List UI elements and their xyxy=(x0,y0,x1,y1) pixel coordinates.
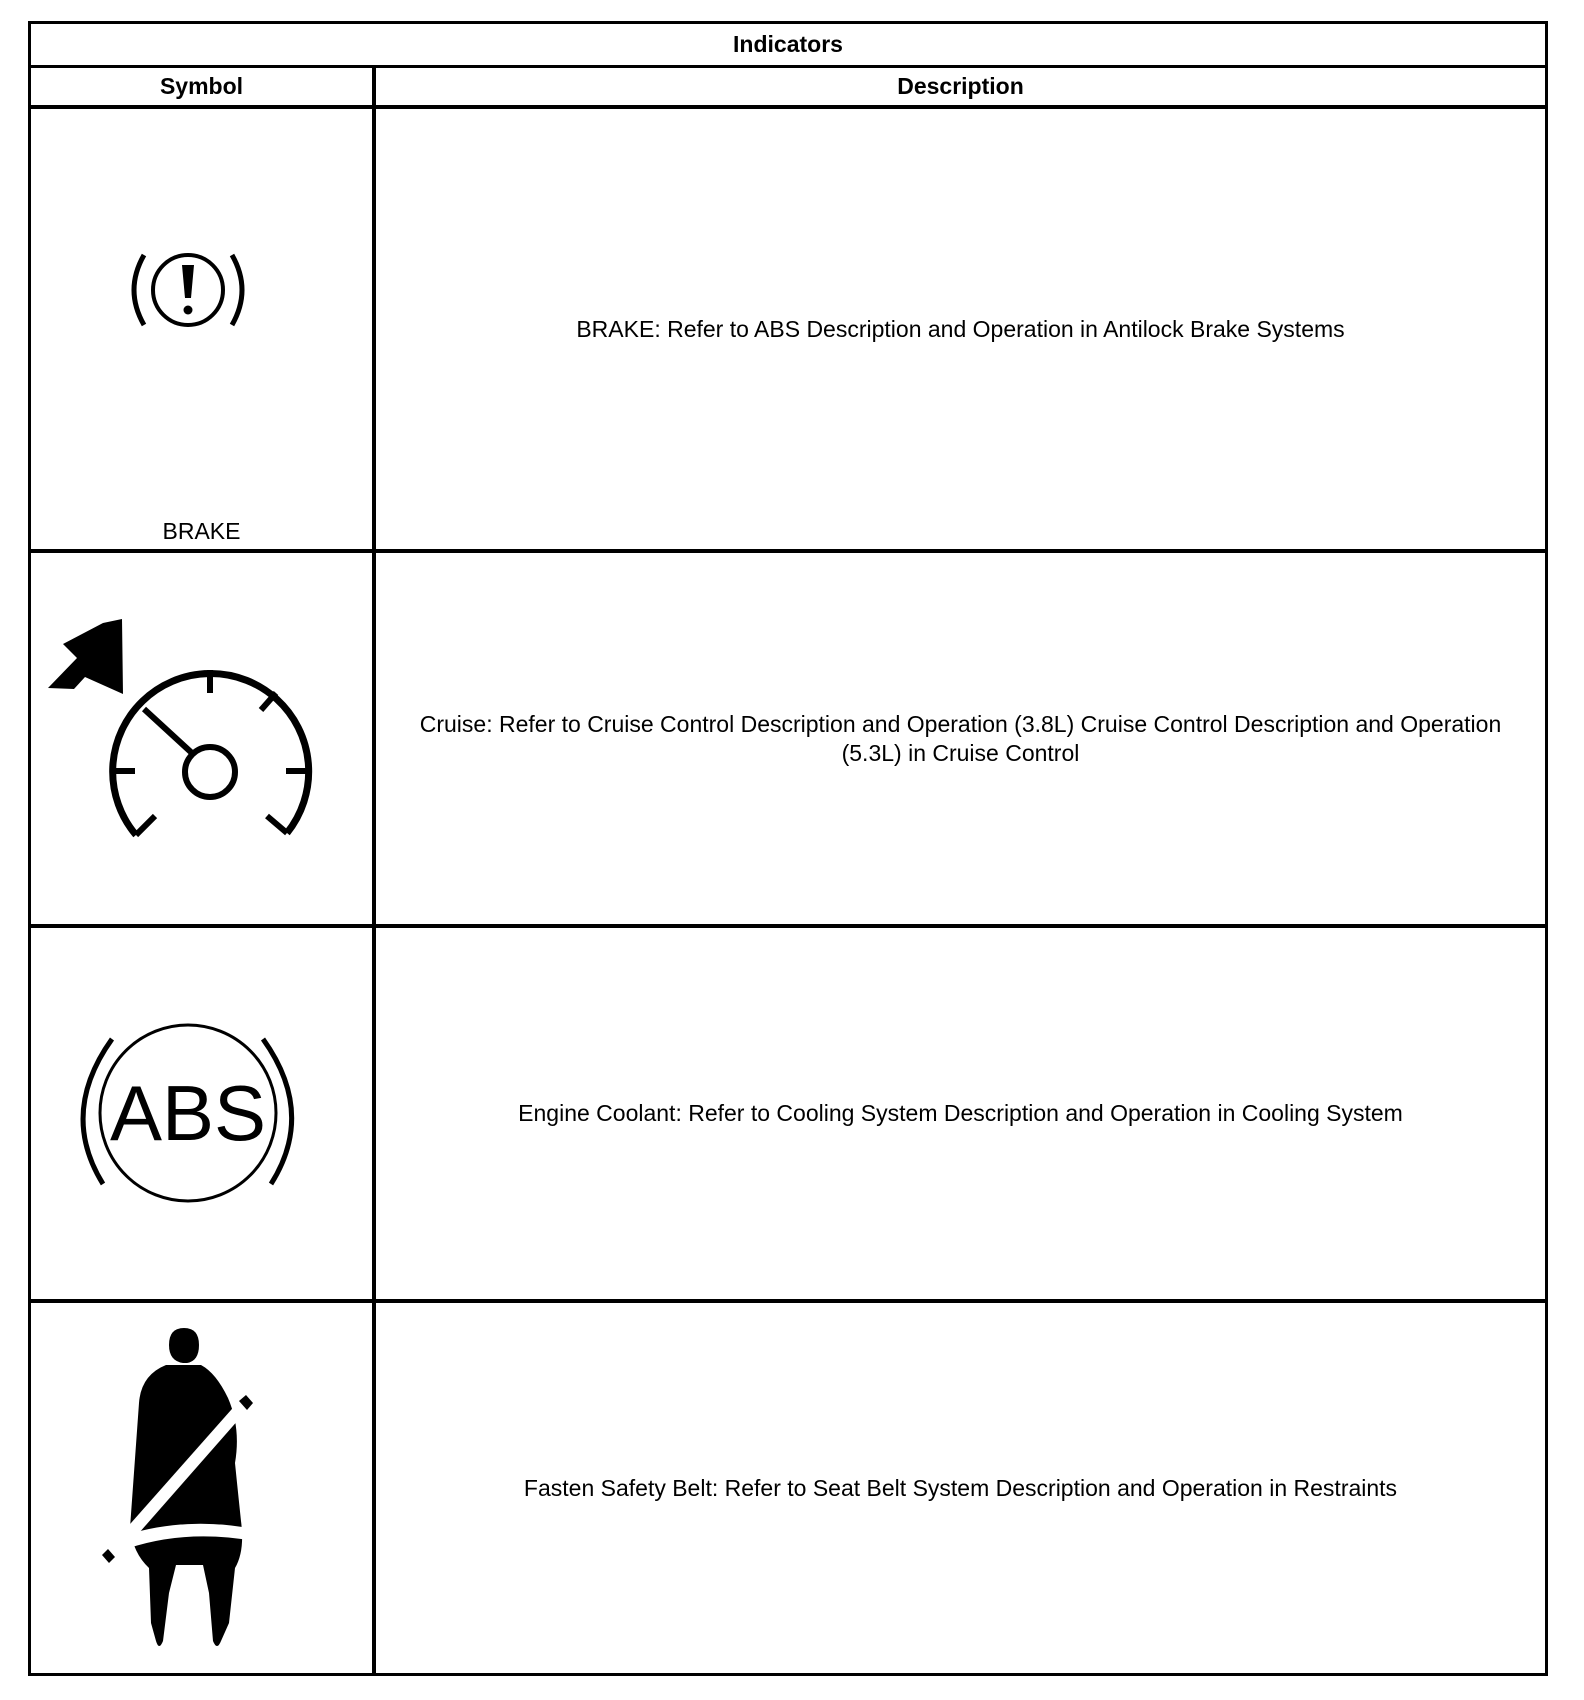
table-row xyxy=(31,1303,1545,1673)
indicators-table xyxy=(28,21,1548,1676)
table-header-row xyxy=(31,68,1545,109)
header-symbol: Symbol xyxy=(31,68,376,105)
description-cell: Engine Coolant: Refer to Cooling System Description and Operation in Cooling System xyxy=(518,1100,1403,1126)
header-description: Description xyxy=(897,73,1024,99)
cruise-control-icon xyxy=(31,553,372,928)
symbol-caption: BRAKE xyxy=(162,518,241,544)
table-title: Indicators xyxy=(31,24,1545,68)
description-cell: Fasten Safety Belt: Refer to Seat Belt System Description and Operation in Restraints xyxy=(523,1474,1398,1501)
table-row xyxy=(31,109,1545,553)
symbol-cell xyxy=(31,1303,376,1673)
brake-warning-icon xyxy=(31,109,372,553)
seat-belt-icon xyxy=(31,1303,372,1673)
description-cell: BRAKE: Refer to ABS Description and Operation in Antilock Brake Systems xyxy=(576,315,1345,342)
symbol-cell xyxy=(31,553,376,924)
table-row xyxy=(31,553,1545,928)
symbol-cell xyxy=(31,109,376,549)
table-row xyxy=(31,928,1545,1303)
description-cell: Cruise: Refer to Cruise Control Description and Operation (3.8L) Cruise Control Description and Operation (5.3L) in Cruise Control xyxy=(419,710,1502,766)
symbol-cell xyxy=(31,928,376,1299)
abs-icon xyxy=(31,928,372,1303)
abs-icon-label: ABS xyxy=(109,1069,267,1157)
